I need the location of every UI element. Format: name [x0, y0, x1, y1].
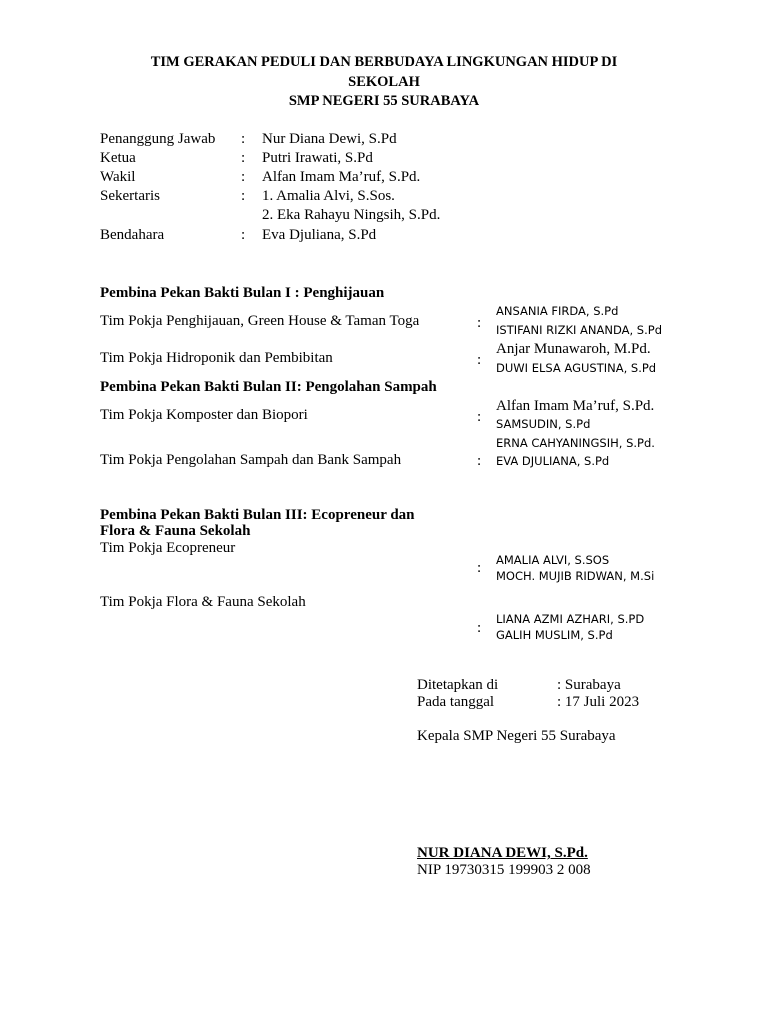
pokja-label: Tim Pokja Penghijauan, Green House & Taman Toga — [100, 313, 420, 329]
pokja-member: AMALIA ALVI, S.SOS — [496, 553, 610, 567]
officer-name: Putri Irawati, S.Pd — [262, 150, 373, 166]
pokja-member: ISTIFANI RIZKI ANANDA, S.Pd — [496, 323, 662, 337]
pokja-label: Tim Pokja Pengolahan Sampah dan Bank Sampah — [100, 452, 402, 468]
officer-sep: : — [241, 150, 246, 166]
pokja-sep: : — [477, 315, 482, 331]
officer-name: 2. Eka Rahayu Ningsih, S.Pd. — [262, 207, 441, 223]
signer-nip: NIP 19730315 199903 2 008 — [417, 862, 591, 878]
pokja-member: GALIH MUSLIM, S.Pd — [496, 628, 613, 642]
pokja-member: LIANA AZMI AZHARI, S.PD — [496, 612, 645, 626]
title-line-3: SMP NEGERI 55 SURABAYA — [288, 93, 480, 109]
officer-sep: : — [241, 169, 246, 185]
pokja-member: ERNA CAHYANINGSIH, S.Pd. — [496, 436, 655, 450]
pokja-label: Tim Pokja Flora & Fauna Sekolah — [100, 594, 306, 610]
pokja-member: DUWI ELSA AGUSTINA, S.Pd — [496, 361, 657, 375]
officer-role-penanggung-jawab: Penanggung Jawab — [100, 131, 216, 147]
officer-role-wakil: Wakil — [100, 169, 136, 185]
place-label: Ditetapkan di — [417, 677, 499, 693]
date-value: : 17 Juli 2023 — [557, 694, 640, 710]
pokja-sep: : — [477, 352, 482, 368]
pokja-label: Tim Pokja Ecopreneur — [100, 540, 236, 556]
pokja-member: MOCH. MUJIB RIDWAN, M.Si — [496, 569, 655, 583]
pokja-member: Alfan Imam Ma’ruf, S.Pd. — [496, 398, 655, 414]
officer-role-ketua: Ketua — [100, 150, 136, 166]
section-heading: Pembina Pekan Bakti Bulan I : Penghijauan — [100, 285, 385, 301]
pokja-member: ANSANIA FIRDA, S.Pd — [496, 304, 619, 318]
officer-sep: : — [241, 188, 246, 204]
officer-sep: : — [241, 131, 246, 147]
section-heading: Pembina Pekan Bakti Bulan III: Ecopreneur dan — [100, 507, 415, 523]
officer-name: Nur Diana Dewi, S.Pd — [262, 131, 397, 147]
pokja-sep: : — [477, 409, 482, 425]
officer-name: Eva Djuliana, S.Pd — [262, 227, 377, 243]
date-label: Pada tanggal — [417, 694, 495, 710]
pokja-sep: : — [477, 453, 482, 469]
pokja-label: Tim Pokja Komposter dan Biopori — [100, 407, 308, 423]
officer-name: Alfan Imam Ma’ruf, S.Pd. — [262, 169, 421, 185]
title-line-2: SEKOLAH — [348, 74, 420, 90]
section-heading: Pembina Pekan Bakti Bulan II: Pengolahan Sampah — [100, 379, 437, 395]
pokja-member: SAMSUDIN, S.Pd — [496, 417, 591, 431]
officer-role-bendahara: Bendahara — [100, 227, 165, 243]
officer-role-sekertaris: Sekertaris — [100, 188, 160, 204]
section-heading: Flora & Fauna Sekolah — [100, 523, 251, 539]
signer-position: Kepala SMP Negeri 55 Surabaya — [417, 728, 616, 744]
officer-name: 1. Amalia Alvi, S.Sos. — [262, 188, 395, 204]
pokja-member: EVA DJULIANA, S.Pd — [496, 454, 610, 468]
title-line-1: TIM GERAKAN PEDULI DAN BERBUDAYA LINGKUNGAN HIDUP DI — [150, 54, 618, 70]
officer-sep: : — [241, 227, 246, 243]
place-value: : Surabaya — [557, 677, 621, 693]
signer-name: NUR DIANA DEWI, S.Pd. — [417, 845, 588, 861]
pokja-label: Tim Pokja Hidroponik dan Pembibitan — [100, 350, 333, 366]
pokja-member: Anjar Munawaroh, M.Pd. — [496, 341, 651, 357]
pokja-sep: : — [477, 620, 482, 636]
pokja-sep: : — [477, 560, 482, 576]
